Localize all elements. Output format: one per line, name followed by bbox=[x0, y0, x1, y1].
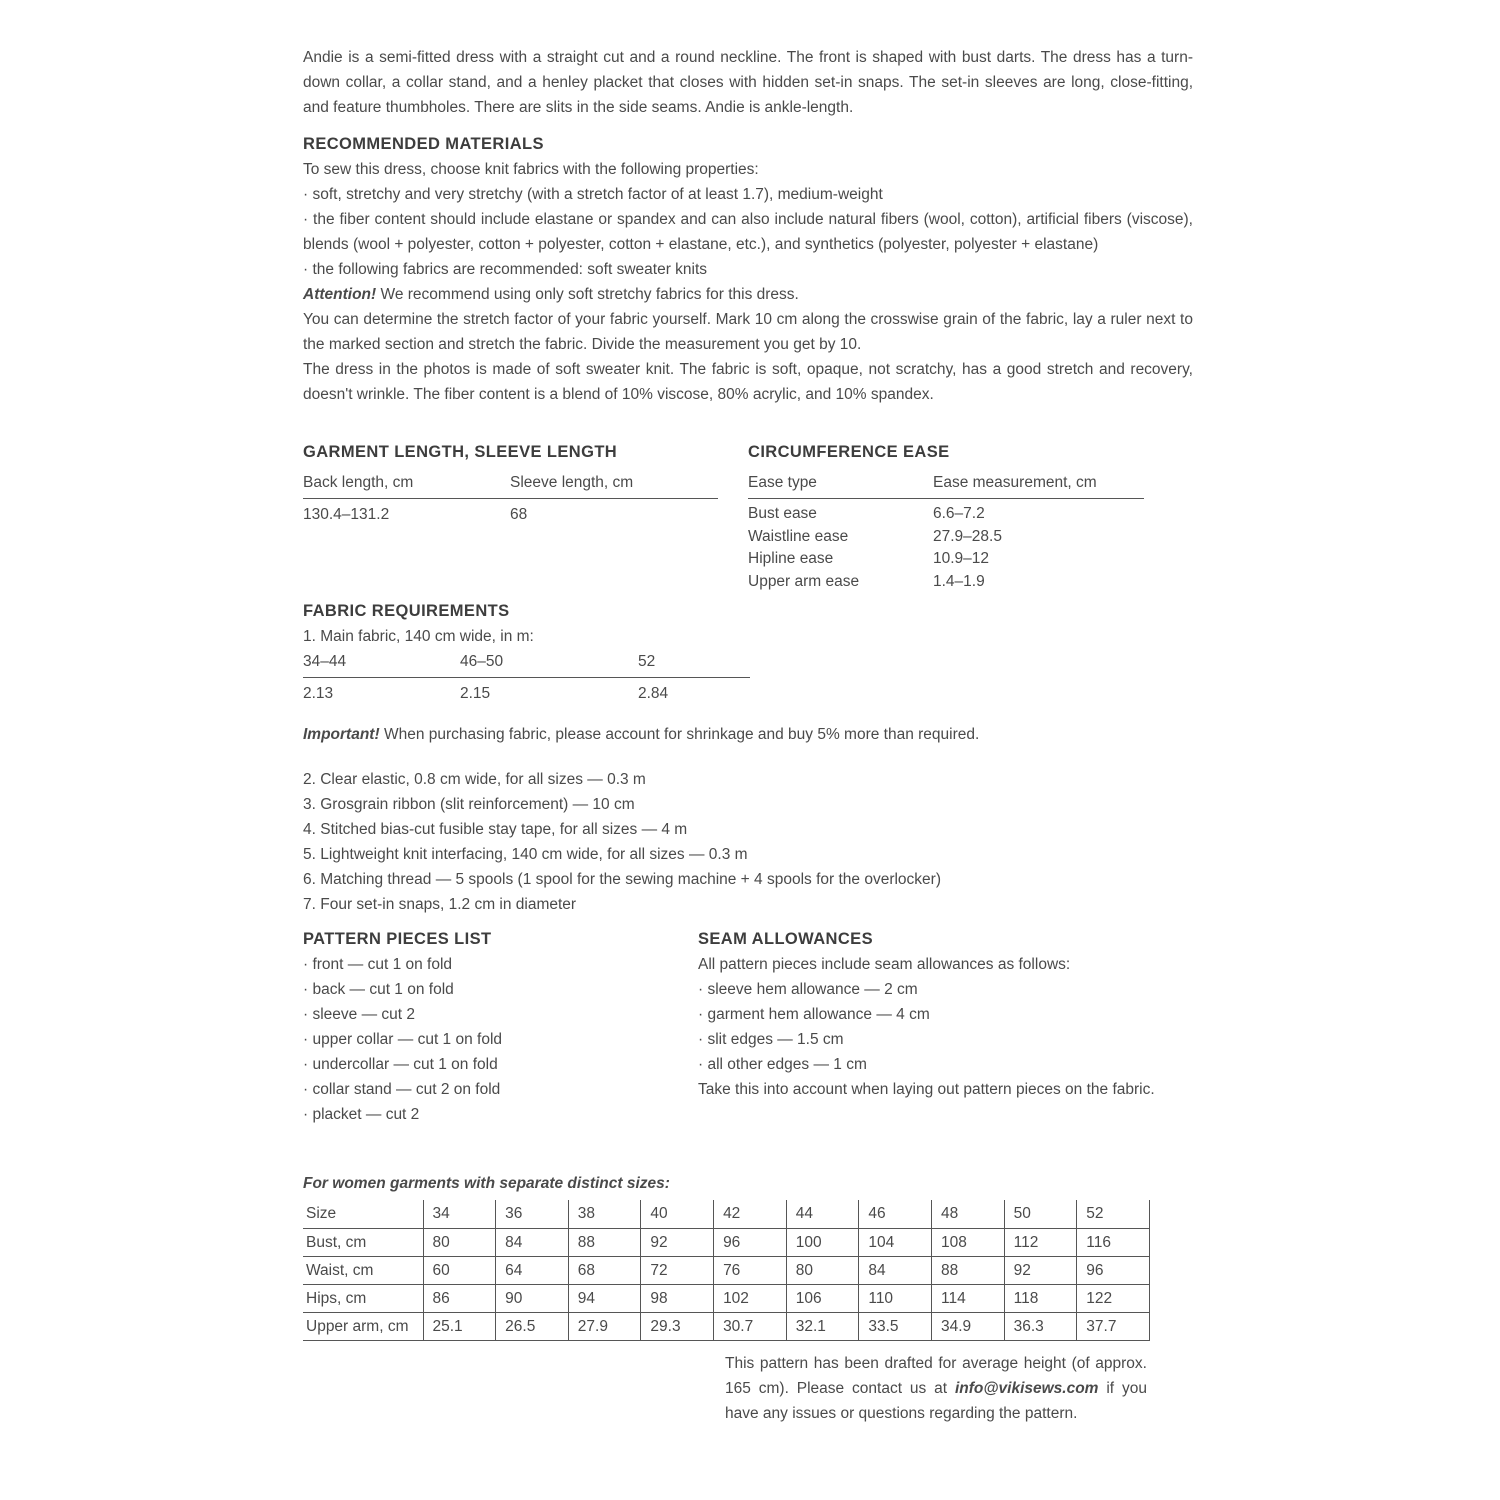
pattern-pieces-section bbox=[303, 927, 698, 1127]
fabric-amount-cell: 2.84 bbox=[638, 685, 669, 702]
bust-cell: 84 bbox=[496, 1228, 569, 1256]
ease-value-cell: 27.9–28.5 bbox=[933, 527, 1002, 545]
size-chart-table bbox=[303, 1200, 1150, 1341]
notions-list bbox=[303, 767, 1193, 917]
waist-row-label: Waist, cm bbox=[303, 1256, 423, 1284]
table-row bbox=[303, 1200, 1150, 1228]
materials-lead: To sew this dress, choose knit fabrics with the following properties: bbox=[303, 161, 759, 178]
hips-cell: 86 bbox=[423, 1284, 496, 1312]
waist-cell: 68 bbox=[568, 1256, 641, 1284]
bust-cell: 104 bbox=[859, 1228, 932, 1256]
list-item: 6. Matching thread — 5 spools (1 spool for the sewing machine + 4 spools for the overlocker) bbox=[303, 871, 941, 888]
list-item: · placket — cut 2 bbox=[303, 1106, 420, 1123]
ease-type-cell: Waistline ease bbox=[748, 527, 849, 545]
bust-cell: 108 bbox=[931, 1228, 1004, 1256]
hips-row-label: Hips, cm bbox=[303, 1284, 423, 1312]
ease-table-body bbox=[748, 499, 1144, 593]
fabric-table-header bbox=[303, 649, 750, 678]
waist-cell: 80 bbox=[786, 1256, 859, 1284]
size-cell: 34 bbox=[423, 1200, 496, 1228]
fabric-requirements-table bbox=[303, 649, 750, 706]
materials-stretch-note: You can determine the stretch factor of your fabric yourself. Mark 10 cm along the crosswise grain of the fabric, lay a ruler next to the marked section and stretch the fabric. Divide the measurement you get by 10. bbox=[303, 311, 1193, 353]
fabric-item-main: 1. Main fabric, 140 cm wide, in m: bbox=[303, 628, 534, 645]
sleeve-length-value: 68 bbox=[510, 506, 528, 523]
table-row bbox=[303, 1228, 1150, 1256]
waist-cell: 88 bbox=[931, 1256, 1004, 1284]
ease-value-cell: 1.4–1.9 bbox=[933, 572, 985, 590]
upper-arm-row-label: Upper arm, cm bbox=[303, 1312, 423, 1340]
list-item: · garment hem allowance — 4 cm bbox=[698, 1006, 930, 1023]
bust-cell: 92 bbox=[641, 1228, 714, 1256]
size-cell: 52 bbox=[1077, 1200, 1150, 1228]
upper-arm-cell: 27.9 bbox=[568, 1312, 641, 1340]
intro-paragraph: Andie is a semi-fitted dress with a straight cut and a round neckline. The front is shaped with bust darts. The dress has a turn-down collar, a collar stand, and a henley placket that closes with hidden set-in snaps. The set-in sleeves are long, close-fitting, and feature thumbholes. There are slits in the side seams. Andie is ankle-length. bbox=[303, 49, 1193, 116]
pieces-and-allowances-row bbox=[303, 927, 1193, 1127]
size-range-header: 34–44 bbox=[303, 653, 347, 670]
hips-cell: 106 bbox=[786, 1284, 859, 1312]
bust-cell: 80 bbox=[423, 1228, 496, 1256]
bust-cell: 112 bbox=[1004, 1228, 1077, 1256]
hips-cell: 118 bbox=[1004, 1284, 1077, 1312]
list-item: · sleeve hem allowance — 2 cm bbox=[698, 981, 918, 998]
list-item: · slit edges — 1.5 cm bbox=[698, 1031, 844, 1048]
contact-email: info@vikisews.com bbox=[955, 1379, 1099, 1397]
list-item: · upper collar — cut 1 on fold bbox=[303, 1031, 503, 1048]
waist-cell: 76 bbox=[714, 1256, 787, 1284]
waist-cell: 96 bbox=[1077, 1256, 1150, 1284]
footer-pre-email: This pattern has been drafted for average height (of approx. 165 cm). Please contact us at bbox=[725, 1354, 1147, 1397]
waist-cell: 72 bbox=[641, 1256, 714, 1284]
size-row-label: Size bbox=[303, 1200, 423, 1228]
hips-cell: 94 bbox=[568, 1284, 641, 1312]
footer-post-email: if you have any issues or questions regarding the pattern. bbox=[725, 1379, 1147, 1422]
back-length-value: 130.4–131.2 bbox=[303, 506, 390, 523]
table-row bbox=[748, 548, 1144, 571]
hips-cell: 98 bbox=[641, 1284, 714, 1312]
section-heading-recommended-materials: RECOMMENDED MATERIALS bbox=[303, 135, 544, 153]
seam-allowances-note: Take this into account when laying out pattern pieces on the fabric. bbox=[698, 1081, 1155, 1098]
upper-arm-cell: 34.9 bbox=[931, 1312, 1004, 1340]
ease-type-cell: Hipline ease bbox=[748, 550, 834, 567]
hips-cell: 114 bbox=[931, 1284, 1004, 1312]
list-item: · all other edges — 1 cm bbox=[698, 1056, 867, 1073]
list-item: 2. Clear elastic, 0.8 cm wide, for all sizes — 0.3 m bbox=[303, 771, 646, 788]
upper-arm-cell: 25.1 bbox=[423, 1312, 496, 1340]
important-text: When purchasing fabric, please account for shrinkage and buy 5% more than required. bbox=[379, 726, 980, 743]
hips-cell: 102 bbox=[714, 1284, 787, 1312]
pattern-instruction-page bbox=[303, 45, 1193, 1426]
upper-arm-cell: 30.7 bbox=[714, 1312, 787, 1340]
back-length-header: Back length, cm bbox=[303, 474, 414, 491]
bust-cell: 100 bbox=[786, 1228, 859, 1256]
materials-bullet-recommended: · the following fabrics are recommended: soft sweater knits bbox=[303, 261, 708, 278]
bust-cell: 96 bbox=[714, 1228, 787, 1256]
bust-cell: 88 bbox=[568, 1228, 641, 1256]
list-item: · back — cut 1 on fold bbox=[303, 981, 454, 998]
upper-arm-cell: 29.3 bbox=[641, 1312, 714, 1340]
fabric-amount-cell: 2.13 bbox=[303, 685, 334, 702]
bust-row-label: Bust, cm bbox=[303, 1228, 423, 1256]
ease-value-cell: 10.9–12 bbox=[933, 550, 990, 567]
size-chart-note: For women garments with separate distinct sizes: bbox=[303, 1175, 670, 1192]
ease-table-header bbox=[748, 470, 1144, 499]
size-cell: 46 bbox=[859, 1200, 932, 1228]
section-heading-fabric-requirements: FABRIC REQUIREMENTS bbox=[303, 602, 510, 620]
list-item: 3. Grosgrain ribbon (slit reinforcement) — 10 cm bbox=[303, 796, 635, 813]
waist-cell: 64 bbox=[496, 1256, 569, 1284]
section-heading-circumference-ease: CIRCUMFERENCE EASE bbox=[748, 443, 950, 461]
circumference-ease-table bbox=[748, 470, 1144, 593]
important-label: Important! bbox=[303, 726, 380, 743]
table-row bbox=[748, 526, 1144, 549]
hips-cell: 122 bbox=[1077, 1284, 1150, 1312]
sleeve-length-header: Sleeve length, cm bbox=[510, 474, 634, 491]
table-row bbox=[748, 571, 1144, 594]
section-heading-seam-allowances: SEAM ALLOWANCES bbox=[698, 930, 873, 948]
garment-length-table bbox=[303, 470, 718, 527]
size-cell: 38 bbox=[568, 1200, 641, 1228]
materials-photo-note: The dress in the photos is made of soft sweater knit. The fabric is soft, opaque, not scratchy, has a good stretch and recovery, doesn't wrinkle. The fiber content is a blend of 10% viscose, 80% acrylic, and 10% spandex. bbox=[303, 361, 1193, 403]
table-row bbox=[303, 1312, 1150, 1340]
section-heading-pattern-pieces: PATTERN PIECES LIST bbox=[303, 930, 492, 948]
size-cell: 48 bbox=[931, 1200, 1004, 1228]
list-item: · collar stand — cut 2 on fold bbox=[303, 1081, 501, 1098]
list-item: 5. Lightweight knit interfacing, 140 cm wide, for all sizes — 0.3 m bbox=[303, 846, 748, 863]
attention-text: We recommend using only soft stretchy fabrics for this dress. bbox=[376, 286, 799, 303]
size-cell: 40 bbox=[641, 1200, 714, 1228]
fabric-table-values bbox=[303, 678, 750, 706]
seam-allowances-section bbox=[698, 927, 1193, 1102]
length-and-ease-row bbox=[303, 440, 1193, 593]
ease-value-cell: 6.6–7.2 bbox=[933, 505, 985, 522]
table-row bbox=[748, 503, 1144, 526]
hips-cell: 110 bbox=[859, 1284, 932, 1312]
hips-cell: 90 bbox=[496, 1284, 569, 1312]
garment-length-table-values bbox=[303, 499, 718, 527]
garment-length-table-header bbox=[303, 470, 718, 499]
list-item: · front — cut 1 on fold bbox=[303, 956, 453, 973]
fabric-amount-cell: 2.15 bbox=[460, 685, 491, 702]
ease-type-cell: Upper arm ease bbox=[748, 572, 860, 590]
list-item: · sleeve — cut 2 bbox=[303, 1006, 415, 1023]
circumference-ease-section bbox=[748, 440, 1193, 593]
size-range-header: 52 bbox=[638, 653, 656, 670]
upper-arm-cell: 37.7 bbox=[1077, 1312, 1150, 1340]
materials-attention bbox=[303, 282, 1193, 307]
size-range-header: 46–50 bbox=[460, 653, 504, 670]
waist-cell: 84 bbox=[859, 1256, 932, 1284]
footer-note bbox=[725, 1351, 1147, 1426]
list-item: 4. Stitched bias-cut fusible stay tape, for all sizes — 4 m bbox=[303, 821, 688, 838]
ease-measurement-header: Ease measurement, cm bbox=[933, 474, 1097, 491]
table-row bbox=[303, 1256, 1150, 1284]
size-cell: 36 bbox=[496, 1200, 569, 1228]
size-cell: 44 bbox=[786, 1200, 859, 1228]
list-item: · undercollar — cut 1 on fold bbox=[303, 1056, 498, 1073]
size-cell: 50 bbox=[1004, 1200, 1077, 1228]
important-note bbox=[303, 722, 1193, 747]
upper-arm-cell: 26.5 bbox=[496, 1312, 569, 1340]
materials-bullet-fiber: · the fiber content should include elastane or spandex and can also include natural fibers (wool, cotton), artificial fibers (viscose), blends (wool + polyester, cotton + polyester, cotton + elastane, etc.), and synthetics (polyester, polyester + elastane) bbox=[303, 211, 1193, 253]
section-heading-garment-length: GARMENT LENGTH, SLEEVE LENGTH bbox=[303, 443, 618, 461]
upper-arm-cell: 36.3 bbox=[1004, 1312, 1077, 1340]
bust-cell: 116 bbox=[1077, 1228, 1150, 1256]
attention-label: Attention! bbox=[303, 286, 377, 303]
garment-length-section bbox=[303, 440, 748, 527]
seam-allowances-lead: All pattern pieces include seam allowances as follows: bbox=[698, 956, 1071, 973]
upper-arm-cell: 33.5 bbox=[859, 1312, 932, 1340]
upper-arm-cell: 32.1 bbox=[786, 1312, 859, 1340]
waist-cell: 60 bbox=[423, 1256, 496, 1284]
ease-type-header: Ease type bbox=[748, 474, 817, 491]
ease-type-cell: Bust ease bbox=[748, 505, 817, 522]
table-row bbox=[303, 1284, 1150, 1312]
size-cell: 42 bbox=[714, 1200, 787, 1228]
list-item: 7. Four set-in snaps, 1.2 cm in diameter bbox=[303, 896, 577, 913]
waist-cell: 92 bbox=[1004, 1256, 1077, 1284]
materials-bullet-stretch: · soft, stretchy and very stretchy (with a stretch factor of at least 1.7), medium-weight bbox=[303, 186, 883, 203]
